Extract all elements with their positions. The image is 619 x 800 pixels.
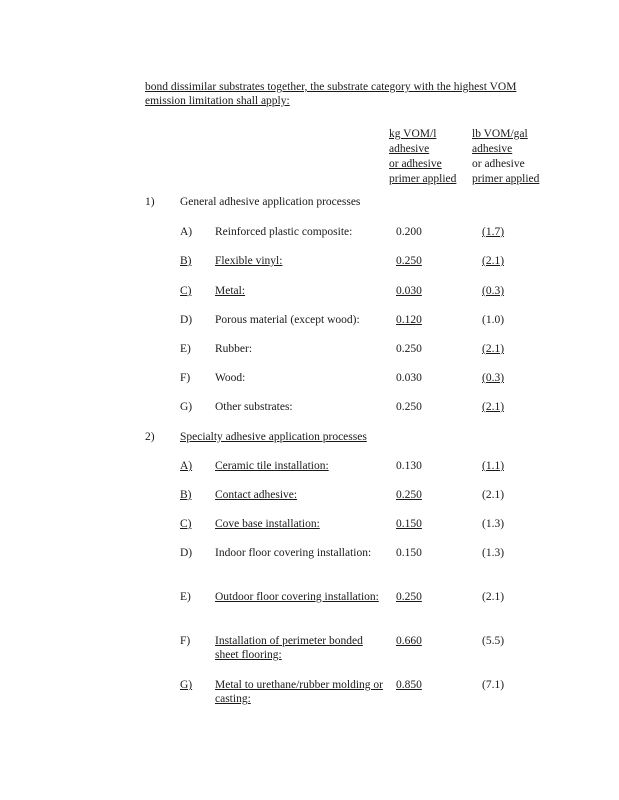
item-letter: A) [180,226,193,238]
table-row [0,400,619,430]
lb-value: (2.1) [482,489,505,501]
item-letter: G) [180,401,193,413]
item-label: Other substrates: [215,401,293,413]
kg-value: 0.150 [396,547,422,559]
column-header-line: or adhesive [389,158,442,170]
table-row [0,459,619,489]
section-heading-1 [0,195,619,225]
kg-value: 0.850 [396,679,422,691]
table-row [0,371,619,401]
item-label: Metal: [215,285,246,297]
item-letter: E) [180,591,191,603]
item-letter: G) [180,679,193,691]
item-label: Metal to urethane/rubber molding or casting: [215,679,383,705]
item-letter: E) [180,343,191,355]
item-label: Wood: [215,372,246,384]
item-letter: B) [180,489,192,501]
table-row [0,488,619,518]
lb-value: (1.7) [482,226,505,238]
lb-value: (1.1) [482,460,505,472]
kg-value: 0.120 [396,314,422,326]
column-header-line: or adhesive [472,158,525,170]
item-label: Indoor floor covering installation: [215,547,372,559]
lb-value: (2.1) [482,343,505,355]
column-header-line: kg VOM/l [389,128,437,140]
item-letter: D) [180,547,193,559]
lb-value: (0.3) [482,372,505,384]
table-row [0,254,619,284]
kg-value: 0.030 [396,285,422,297]
kg-value: 0.030 [396,372,422,384]
item-letter: F) [180,372,191,384]
kg-value: 0.250 [396,489,422,501]
item-letter: F) [180,635,191,647]
column-header-line: lb VOM/gal [472,128,528,140]
kg-value: 0.660 [396,635,422,647]
table-row [0,225,619,255]
table-row [0,313,619,343]
lb-value: (2.1) [482,401,505,413]
item-letter: D) [180,314,193,326]
kg-value: 0.130 [396,460,422,472]
item-letter: B) [180,255,192,267]
item-label: Reinforced plastic composite: [215,226,353,238]
lb-value: (1.0) [482,314,505,326]
section-title: Specialty adhesive application processes [180,431,367,443]
lb-value: (5.5) [482,635,505,647]
item-label: Porous material (except wood): [215,314,360,326]
kg-value: 0.250 [396,401,422,413]
kg-value: 0.150 [396,518,422,530]
section-title: General adhesive application processes [180,196,361,208]
table-row [0,634,619,676]
table-row [0,590,619,632]
table-row [0,678,619,720]
item-label: Flexible vinyl: [215,255,283,267]
item-label: Contact adhesive: [215,489,298,501]
table-row [0,546,619,588]
item-label: Rubber: [215,343,253,355]
kg-value: 0.250 [396,343,422,355]
section-number: 2) [145,431,155,443]
section-heading-2 [0,430,619,460]
table-row [0,284,619,314]
lb-value: (2.1) [482,255,505,267]
item-letter: A) [180,460,193,472]
column-header-line: primer applied [389,173,457,185]
item-label: Outdoor floor covering installation: [215,591,379,603]
table-row [0,517,619,547]
column-header-line: primer applied [472,173,540,185]
column-header-line: adhesive [472,143,513,155]
item-label: Ceramic tile installation: [215,460,329,472]
lb-value: (2.1) [482,591,505,603]
column-header-lb [472,127,539,187]
intro-paragraph: bond dissimilar substrates together, the substrate category with the highest VOM emission limitation shall apply: [145,81,517,107]
lb-value: (0.3) [482,285,505,297]
item-letter: C) [180,518,192,530]
item-label: Installation of perimeter bonded sheet flooring: [215,635,363,661]
column-header-kg [389,127,456,187]
kg-value: 0.250 [396,255,422,267]
section-number: 1) [145,196,155,208]
column-header-line: adhesive [389,143,430,155]
kg-value: 0.250 [396,591,422,603]
kg-value: 0.200 [396,226,422,238]
item-letter: C) [180,285,192,297]
lb-value: (1.3) [482,547,505,559]
lb-value: (7.1) [482,679,505,691]
item-label: Cove base installation: [215,518,320,530]
table-row [0,342,619,372]
lb-value: (1.3) [482,518,505,530]
